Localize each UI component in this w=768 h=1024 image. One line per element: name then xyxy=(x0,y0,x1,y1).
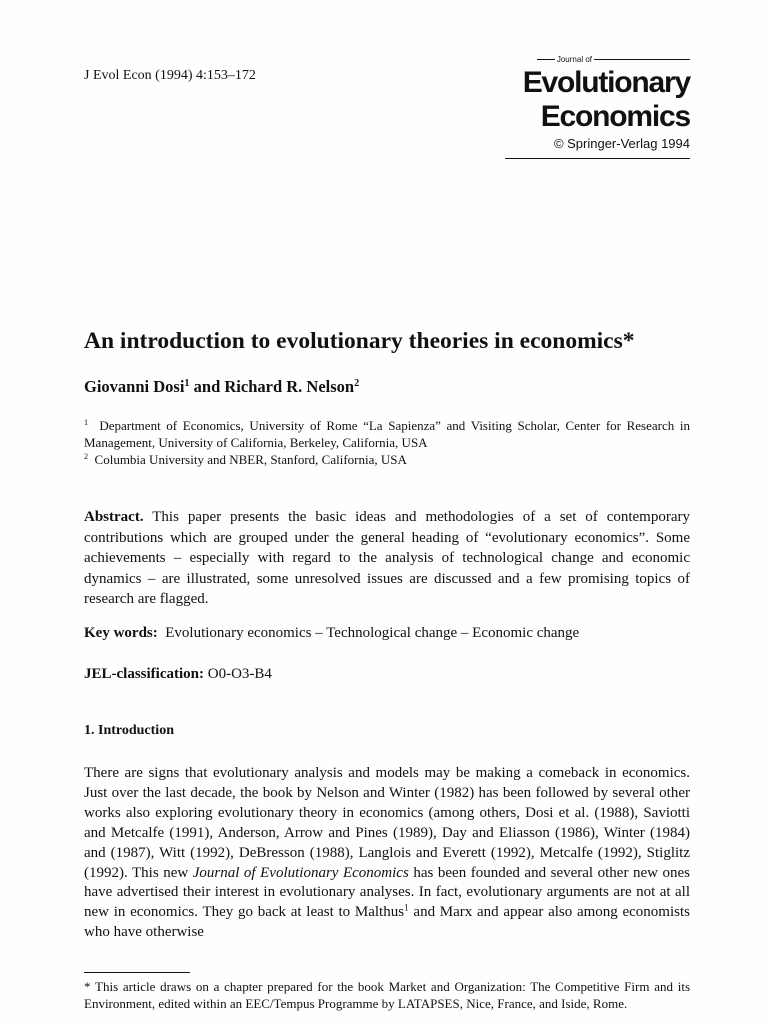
affiliation-text: Department of Economics, University of Rome “La Sapienza” and Visiting Scholar, Center for Research in Management, University of California, Berkeley, California, USA xyxy=(84,418,691,450)
journal-name-line-2: Economics xyxy=(540,100,690,133)
keywords-text: Evolutionary economics – Technological change – Economic change xyxy=(165,625,580,641)
jel-classification xyxy=(84,666,272,683)
journal-citation: J Evol Econ (1994) 4:153–172 xyxy=(84,68,256,83)
author-joiner: and xyxy=(193,377,221,396)
jel-label: JEL-classification: xyxy=(84,666,204,682)
paragraph-text: has been founded and several other new ones have advertised their interest in evolutionary analyses. In fact, evolutionary arguments are not at all new in economics. They go back at least to Malthus xyxy=(84,864,690,921)
affiliations xyxy=(84,417,690,468)
journal-name-line-1: Evolutionary xyxy=(522,66,690,99)
abstract xyxy=(84,507,690,610)
footnote-mark: * xyxy=(84,979,91,994)
footnote-rule xyxy=(84,972,190,973)
affiliation-item xyxy=(84,417,690,451)
journal-of-rule-left xyxy=(537,59,555,60)
masthead-rule xyxy=(505,158,690,159)
footnote-text: This article draws on a chapter prepared for the book Market and Organization: The Competitive Firm and its Environment, edited within an EEC/Tempus Programme by LATAPSES, Nice, France, and Iside, Rome. xyxy=(84,979,691,1011)
author-affiliation-mark: 2 xyxy=(354,377,360,389)
affiliation-text: Columbia University and NBER, Stanford, California, USA xyxy=(94,452,407,467)
article-title: An introduction to evolutionary theories in economics* xyxy=(84,328,635,354)
affiliation-mark: 2 xyxy=(84,452,89,462)
footnote xyxy=(84,979,690,1012)
author-name: Giovanni Dosi xyxy=(84,377,185,396)
affiliation-mark: 1 xyxy=(84,418,89,428)
journal-masthead xyxy=(505,52,690,159)
author-line xyxy=(84,377,359,397)
affiliation-item xyxy=(84,451,690,468)
paragraph-text: and Marx and appear also among economists who have otherwise xyxy=(84,904,690,941)
keywords xyxy=(84,625,579,642)
jel-codes: O0-O3-B4 xyxy=(207,666,272,682)
journal-of-rule-right xyxy=(594,59,690,60)
abstract-text: This paper presents the basic ideas and methodologies of a set of contemporary contributions which are grouped under the general heading of “evolutionary economics”. Some achievements – especially with regard to the analysis of technological change and economic dynamics – are illustrated, some unresolved issues are discussed and a few promising topics of research are flagged. xyxy=(84,509,690,607)
introduction-paragraph xyxy=(84,764,690,943)
paragraph-text: There are signs that evolutionary analysis and models may be making a comeback in economics. Just over the last decade, the book by Nelson and Winter (1982) has been followed by several other works also exploring evolutionary theory in economics (among others, Dosi et al. (1988), Saviotti and Metcalfe (1991), Anderson, Arrow and Pines (1989), Day and Eliasson (1986), Winter (1984) and (1987), Witt (1992), DeBresson (1988), Langlois and Everett (1992), Metcalfe (1992), Stiglitz (1992). This new xyxy=(84,765,690,881)
journal-of-row xyxy=(505,52,690,66)
abstract-label: Abstract. xyxy=(84,509,144,525)
author-name: Richard R. Nelson xyxy=(224,377,355,396)
copyright-notice: © Springer-Verlag 1994 xyxy=(553,136,690,151)
section-heading: 1. Introduction xyxy=(84,723,174,738)
footnote-mark: 1 xyxy=(404,903,409,914)
journal-title-italic: Journal of Evolutionary Economics xyxy=(192,864,409,881)
journal-of-label: Journal of xyxy=(556,54,592,64)
author-affiliation-mark: 1 xyxy=(184,377,190,389)
keywords-label: Key words: xyxy=(84,625,158,641)
